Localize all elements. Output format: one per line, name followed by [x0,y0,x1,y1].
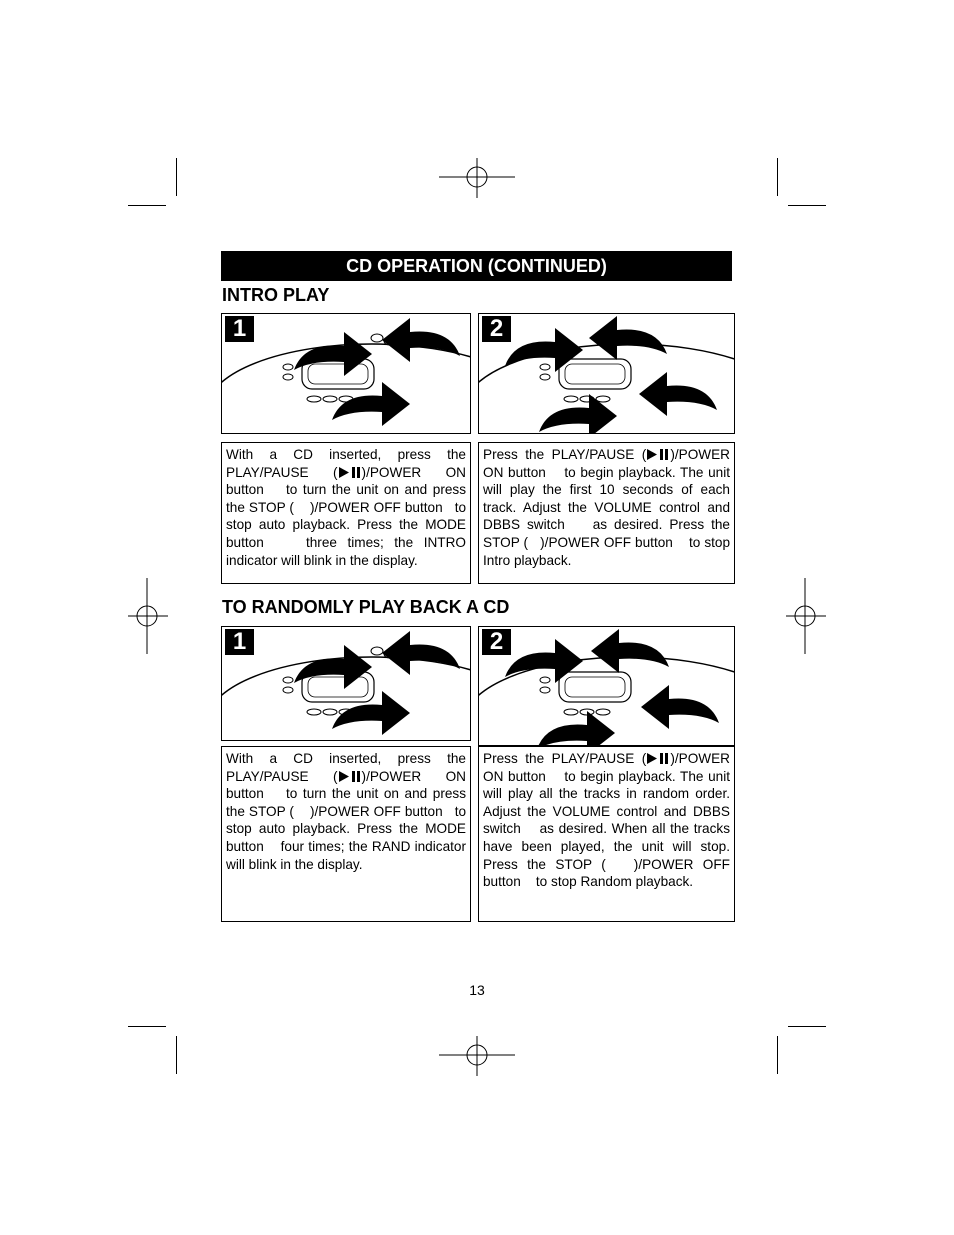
play-pause-icon [338,770,362,783]
registration-mark-bottom [439,1036,515,1076]
play-pause-icon [646,448,670,461]
section-banner: CD OPERATION (CONTINUED) [221,251,732,281]
crop-mark [777,158,778,196]
illustration-intro-step-1 [221,313,471,434]
instructions-random-step-2: Press the PLAY/PAUSE ( )/POWER ON button to begin playback. The unit will play all the tracks in random order. Adjust the VOLUME control and DBBS switch as desired. When all the tracks have been played, the unit will stop. Press the STOP ( )/POWER OFF button to stop Random playback. [478,746,735,922]
section-title-random-play: TO RANDOMLY PLAY BACK A CD [222,597,510,617]
step-number: 1 [225,629,254,655]
illustration-random-step-1 [221,626,471,741]
crop-mark [777,1036,778,1074]
instructions-random-step-1: With a CD inserted, press the PLAY/PAUSE ( )/POWER ON button to turn the unit on and press the STOP ( )/POWER OFF button to stop auto playback. Press the MODE button four times; the RAND indicator will blink in the display. [221,746,471,922]
crop-mark [788,1026,826,1027]
section-title-intro-play: INTRO PLAY [222,285,330,305]
crop-mark [128,205,166,206]
instructions-intro-step-1: With a CD inserted, press the PLAY/PAUSE ( )/POWER ON button to turn the unit on and press the STOP ( )/POWER OFF button to stop auto playback. Press the MODE button three times; the INTRO indicator will blink in the display. [221,442,471,584]
crop-mark [788,205,826,206]
illustration-random-step-2 [478,626,735,746]
step-number: 2 [482,316,511,342]
crop-mark [176,158,177,196]
illustration-intro-step-2 [478,313,735,434]
play-pause-icon [338,466,362,479]
registration-mark-left [128,578,168,654]
registration-mark-top [439,158,515,198]
step-number: 2 [482,629,511,655]
crop-mark [128,1026,166,1027]
step-number: 1 [225,316,254,342]
crop-mark [176,1036,177,1074]
instructions-intro-step-2: Press the PLAY/PAUSE ( )/POWER ON button to begin playback. The unit will play the first 10 seconds of each track. Adjust the VOLUME control and DBBS switch as desired. Press the STOP ( )/POWER OFF button to stop Intro playback. [478,442,735,584]
page-number: 13 [469,982,485,998]
registration-mark-right [786,578,826,654]
play-pause-icon [646,752,670,765]
